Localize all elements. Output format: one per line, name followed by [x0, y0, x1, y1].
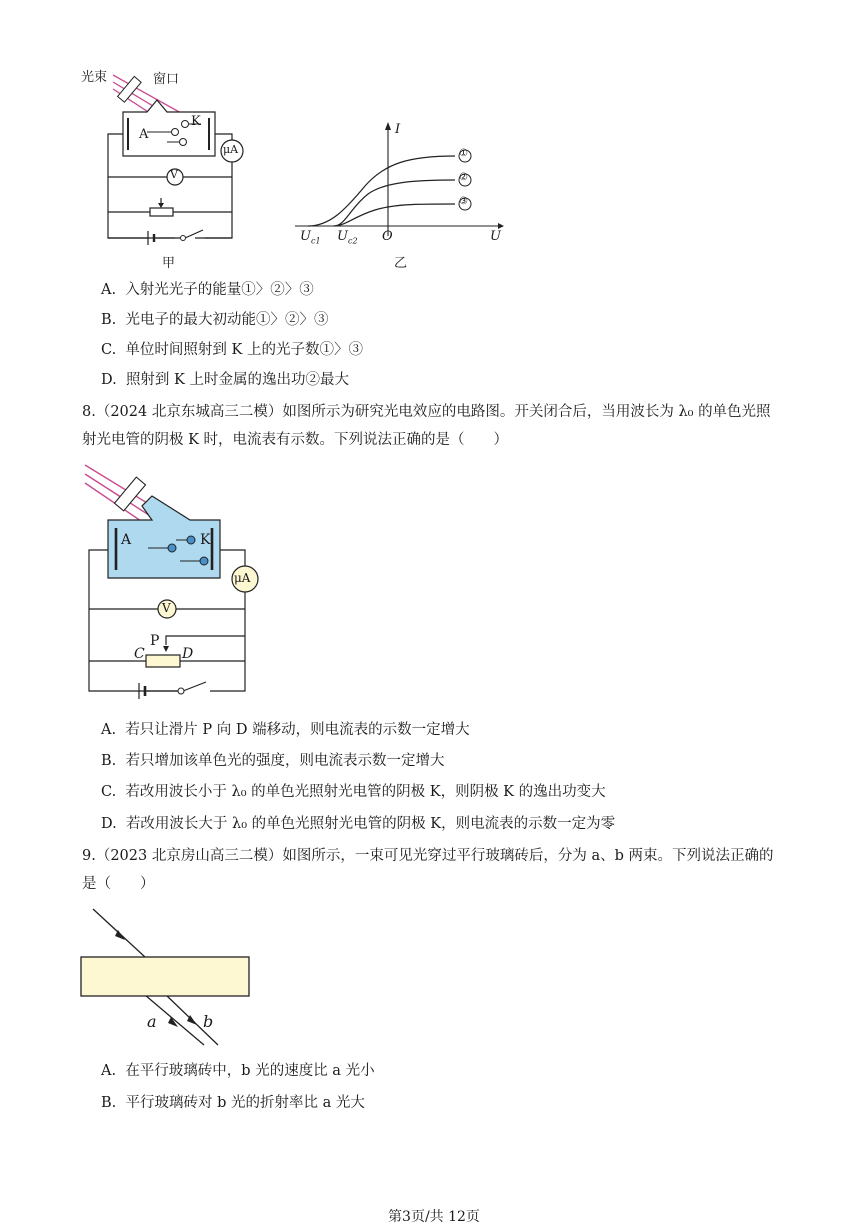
beam-a-label: a [147, 1012, 157, 1031]
q9-stem [82, 842, 802, 898]
q8-option-c[interactable]: C. 若改用波长小于 λ₀ 的单色光照射光电管的阴极 K，则阴极 K 的逸出功变大 [101, 784, 606, 800]
uc1-label: $U_{c1}$ [300, 229, 321, 246]
origin-label: O [382, 229, 393, 244]
page-footer: 第3页/共 12页 [388, 1209, 480, 1225]
q8-option-d[interactable]: D. 若改用波长大于 λ₀ 的单色光照射光电管的阴极 K，则电流表的示数一定为零 [101, 816, 616, 832]
q7-option-a[interactable]: A. 入射光光子的能量①〉②〉③ [101, 282, 314, 298]
light-beam-label: 光束 [81, 70, 108, 85]
q8-voltmeter-label: V [162, 601, 171, 615]
q9-option-a[interactable]: A. 在平行玻璃砖中，b 光的速度比 a 光小 [101, 1063, 375, 1079]
anode-label: A [139, 127, 149, 142]
q8-ammeter-label: μA [234, 571, 251, 585]
q9-option-b[interactable]: B. 平行玻璃砖对 b 光的折射率比 a 光大 [101, 1095, 365, 1111]
q9-stem-line2: 是（ ） [82, 876, 155, 892]
q8-cathode-label: K [200, 532, 211, 548]
q8-option-a[interactable]: A. 若只让滑片 P 向 D 端移动，则电流表的示数一定增大 [101, 722, 470, 738]
iv-curve-graph [290, 118, 510, 248]
q9-stem-line1: 9.（2023 北京房山高三二模）如图所示，一束可见光穿过平行玻璃砖后，分为 a、b 两束。下列说法正确的 [82, 848, 774, 864]
curve-3-label: ③ [459, 196, 468, 207]
q8-anode-label: A [121, 532, 132, 548]
uc2-label: $U_{c2}$ [337, 229, 358, 246]
voltmeter-label: V [170, 168, 178, 181]
beam-b-label: b [203, 1012, 214, 1031]
q8-stem [82, 398, 802, 454]
caption-jia: 甲 [162, 256, 176, 271]
q8-option-b[interactable]: B. 若只增加该单色光的强度，则电流表示数一定增大 [101, 753, 445, 769]
glass-slab-diagram [78, 905, 258, 1055]
axis-i-label: I [395, 122, 401, 137]
q7-option-b[interactable]: B. 光电子的最大初动能①〉②〉③ [101, 312, 329, 328]
ammeter-label: μA [223, 143, 239, 156]
q7-option-d[interactable]: D. 照射到 K 上时金属的逸出功②最大 [101, 372, 349, 388]
axis-u-label: U [490, 229, 501, 244]
q8-end-c-label: C [134, 646, 145, 662]
curve-2-label: ② [459, 172, 468, 183]
q8-end-d-label: D [182, 646, 194, 662]
q7-option-c[interactable]: C. 单位时间照射到 K 上的光子数①〉③ [101, 342, 363, 358]
cathode-label: K [191, 114, 201, 129]
q8-stem-line1: 8.（2024 北京东城高三二模）如图所示为研究光电效应的电路图。开关闭合后，当用波长为 λ₀ 的单色光照 [82, 404, 771, 420]
q8-slider-label: P [150, 633, 160, 649]
window-label: 窗口 [153, 72, 180, 87]
caption-yi: 乙 [394, 256, 408, 271]
curve-1-label: ① [459, 148, 468, 159]
q8-stem-line2: 射光电管的阴极 K 时，电流表有示数。下列说法正确的是（ ） [82, 432, 509, 448]
